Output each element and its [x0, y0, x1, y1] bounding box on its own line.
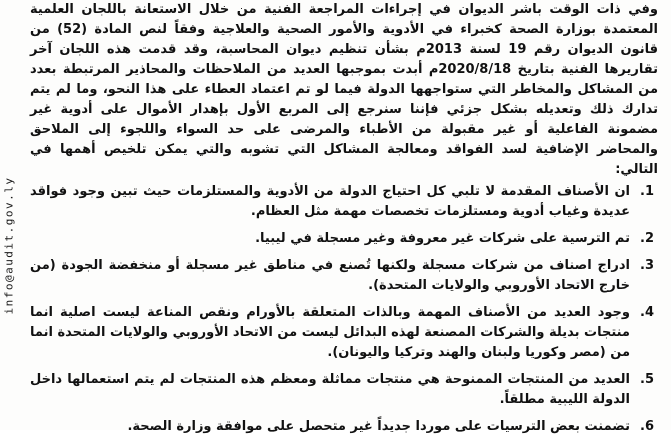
- document-body: [30, 0, 658, 434]
- item-text: ان الأصناف المقدمة لا تلبي كل احتياج الدولة من الأدوية والمستلزمات حيث تبين وجود فواقد عديدة وغياب أدوية ومستلزمات تخصصات مهمة مثل العظام.: [30, 184, 630, 219]
- item-number: 1.: [640, 184, 654, 199]
- list-item: [30, 256, 658, 296]
- list-item: [30, 229, 658, 249]
- item-text: ادراج اصناف من شركات مسجلة ولكنها تُصنع في مناطق غير مسجلة أو منخفضة الجودة (من خارج الاتحاد الأوروبي والولايات المتحدة).: [30, 258, 630, 293]
- findings-list: [30, 182, 658, 437]
- item-text: العديد من المنتجات الممنوحة هي منتجات مماثلة ومعظم هذه المنتجات لم يتم استعمالها داخل الدولة الليبية مطلقاً.: [30, 372, 630, 407]
- item-number: 5.: [640, 372, 654, 387]
- list-item: [30, 417, 658, 437]
- item-text: تضمنت بعض الترسيات على موردا جديداً غير متحصل على موافقة وزارة الصحة.: [127, 419, 630, 434]
- list-item: [30, 370, 658, 410]
- intro-paragraph: وفي ذات الوقت باشر الديوان في إجراءات المراجعة الفنية من خلال الاستعانة باللجان العلمية المعتمدة بوزارة الصحة كخبراء في الأدوية والأمور الصحية والعلاجية وفقاً لنص المادة (52) من قانون الديوان رقم 19 لسنة 2013م بشأن تنظيم ديوان المحاسبة، وقد قدمت هذه اللجان آخر تقاريرها الفنية بتاريخ 2020/8/18م أبدت بموجبها العديد من الملاحظات والمحاذير المرتبطة بعدد من المشاكل والمخاطر التي ستواجهها الدولة فيما لو تم اعتماد العطاء على هذا النحو، وما لم يتم تدارك ذلك وتعديله بشكل جزئي فإننا سنرجع إلى المربع الأول بإهدار الأموال على أدوية غير مضمونة الفاعلية أو غير مقبولة من الأطباء والمرضى على حد السواء واللجوء إلى الملاحق والمحاضر الإضافية لسد الفواقد ومعالجة المشاكل التي تشوبه والتي يمكن تلخيص أهمها في التالي:: [30, 2, 658, 177]
- item-text: وجود العديد من الأصناف المهمة وبالذات المتعلقة بالأورام ونقص المناعة ليست اصلية انما منتجات بديلة والشركات المصنعة لهذه البدائل ليست من الاتحاد الأوروبي والولايات المتحدة انما من (مصر وكوريا ولبنان والهند وتركيا واليونان).: [30, 305, 630, 360]
- list-item: [30, 182, 658, 222]
- email-text: info@audit.gov.ly: [2, 175, 16, 315]
- item-text: تم الترسية على شركات غير معروفة وغير مسجلة في ليبيا.: [255, 231, 630, 246]
- item-number: 3.: [640, 258, 654, 273]
- item-number: 6.: [640, 419, 654, 434]
- item-number: 2.: [640, 231, 654, 246]
- item-number: 4.: [640, 305, 654, 320]
- sidebar-email: [2, 150, 16, 340]
- list-item: [30, 303, 658, 363]
